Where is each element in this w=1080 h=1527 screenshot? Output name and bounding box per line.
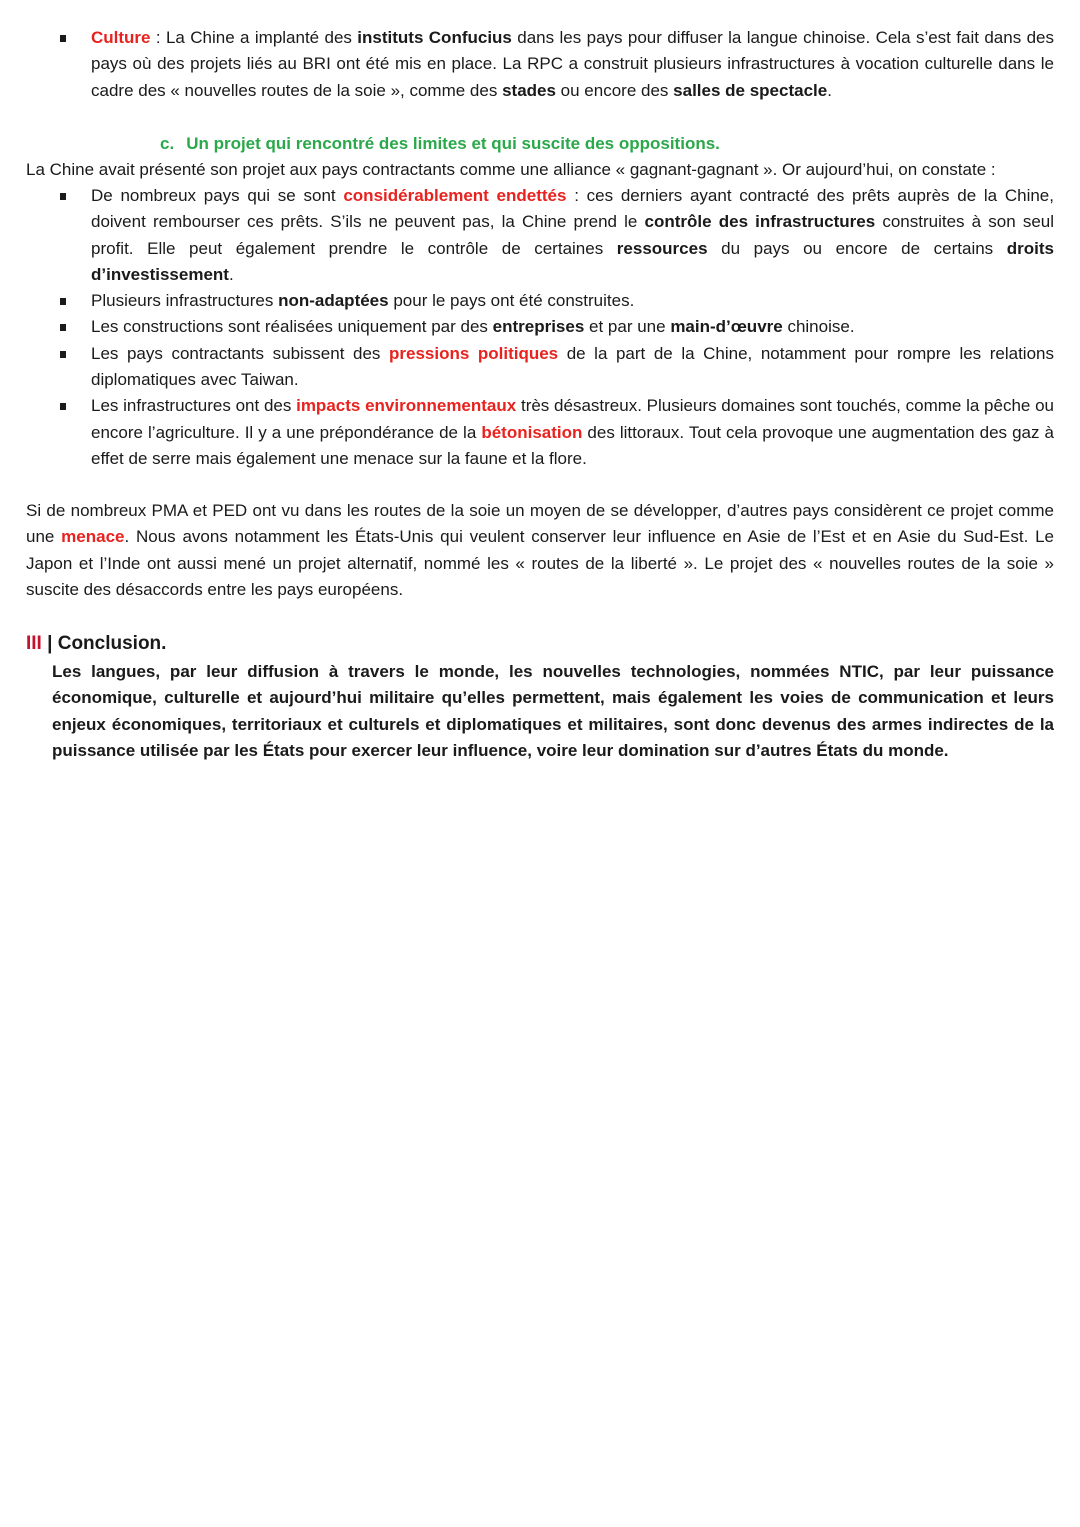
text-span: pour le pays ont été construites. <box>388 291 635 311</box>
bold-term: main-d’œuvre <box>670 317 783 337</box>
bold-term: instituts Confucius <box>357 28 512 47</box>
highlight-term: considérablement endettés <box>343 186 567 205</box>
section-separator: | <box>41 633 58 654</box>
highlight-term: menace <box>61 527 125 547</box>
conclusion-paragraph: Les langues, par leur diffusion à travers le monde, les nouvelles technologies, nommées NTIC, par leur puissance économique, culturelle et aujourd’hui militaire qu’elles permettent, mais également les voies de communication et leurs enjeux économiques, territoriaux et culturels et diplomatiques et militaires, sont donc devenus des armes indirectes de la puissance utilisée par les États pour exercer leur influence, voire leur domination sur d’autres États du monde. <box>52 662 1054 760</box>
text-span: construites à son seul profit. Elle peut également prendre le contrôle de certaines <box>91 212 1055 258</box>
opposition-paragraph <box>0 498 1080 603</box>
text-span: Les infrastructures ont des <box>91 396 297 416</box>
text-span: Les constructions sont réalisées uniquement par des <box>91 317 493 337</box>
list-item-debt <box>0 183 1080 288</box>
bold-term: ressources <box>616 238 708 258</box>
text-span: chinoise. <box>782 317 855 337</box>
text-span: . <box>228 264 234 284</box>
culture-term: Culture <box>91 28 151 47</box>
text-span: De nombreux pays qui se sont <box>91 186 344 205</box>
list-item-pressions <box>0 341 1080 394</box>
list-item-constructions <box>0 314 1080 340</box>
bold-term: contrôle des infrastructures <box>644 212 876 232</box>
section-c-title: Un projet qui rencontré des limites et qui suscite des oppositions. <box>186 134 720 153</box>
section-c-letter: c. <box>160 134 175 153</box>
text-span: : La Chine a implanté des <box>150 28 358 47</box>
list-item-environnement <box>0 393 1080 472</box>
text-span: Plusieurs infrastructures <box>91 291 279 311</box>
bold-term: salles de spectacle <box>673 80 828 100</box>
conclusion-heading <box>0 631 166 657</box>
text-span: et par une <box>584 317 671 337</box>
highlight-term: bétonisation <box>481 422 583 442</box>
bold-term: stades <box>502 80 556 100</box>
section-c-heading <box>0 131 720 157</box>
text-span: très désastreux. Plusieurs domaines sont touchés, comme la pêche ou encore l’agriculture. Il y a une prépondérance de la <box>91 396 1055 442</box>
list-item-infrastructures <box>0 288 1080 314</box>
limits-list <box>0 183 1080 472</box>
bold-term: non-adaptées <box>278 291 389 311</box>
text-span: dans les pays pour diffuser la langue chinoise. Cela s’est fait dans des pays où des projets liés au BRI ont été mis en place. La RPC a construit plusieurs infrastructures à vocation culturelle dans le cadre des « nouvelles routes de la soie », comme des <box>91 28 1054 100</box>
intro-paragraph: La Chine avait présenté son projet aux pays contractants comme une alliance « gagnant-gagnant ». Or aujourd’hui, on constate : <box>26 160 996 179</box>
text-span: des littoraux. Tout cela provoque une augmentation des gaz à effet de serre mais également une menace sur la faune et la flore. <box>91 422 1055 468</box>
culture-list <box>0 25 1080 104</box>
text-span: ou encore des <box>555 80 674 100</box>
text-span: Les pays contractants subissent des <box>91 343 389 363</box>
highlight-term: impacts environnementaux <box>296 396 517 416</box>
text-span: de la part de la Chine, notamment pour rompre les relations diplomatiques avec Taiwan. <box>91 343 1054 390</box>
text-span: . <box>827 80 832 100</box>
section-number: III <box>26 633 42 654</box>
section-title: Conclusion. <box>57 633 167 654</box>
highlight-term: pressions politiques <box>388 343 559 363</box>
bold-term: droits d’investissement <box>91 238 1054 284</box>
text-span: . Nous avons notamment les États-Unis qui veulent conserver leur influence en Asie de l’Est et en Asie du Sud-Est. Le Japon et l’Inde ont aussi mené un projet alternatif, nommé les « routes de la liberté ». Le projet des « nouvelles routes de la soie » suscite des désaccords entre les pays européens. <box>26 527 1054 599</box>
text-span: Si de nombreux PMA et PED ont vu dans les routes de la soie un moyen de se développer, d’autres pays considèrent ce projet comme une <box>26 501 1054 547</box>
bold-term: entreprises <box>492 317 585 337</box>
list-item-culture <box>0 25 1080 104</box>
text-span: du pays ou encore de certains <box>707 238 1007 258</box>
text-span: : ces derniers ayant contracté des prêts auprès de la Chine, doivent rembourser ces prêts. S’ils ne peuvent pas, la Chine prend le <box>91 186 1054 232</box>
